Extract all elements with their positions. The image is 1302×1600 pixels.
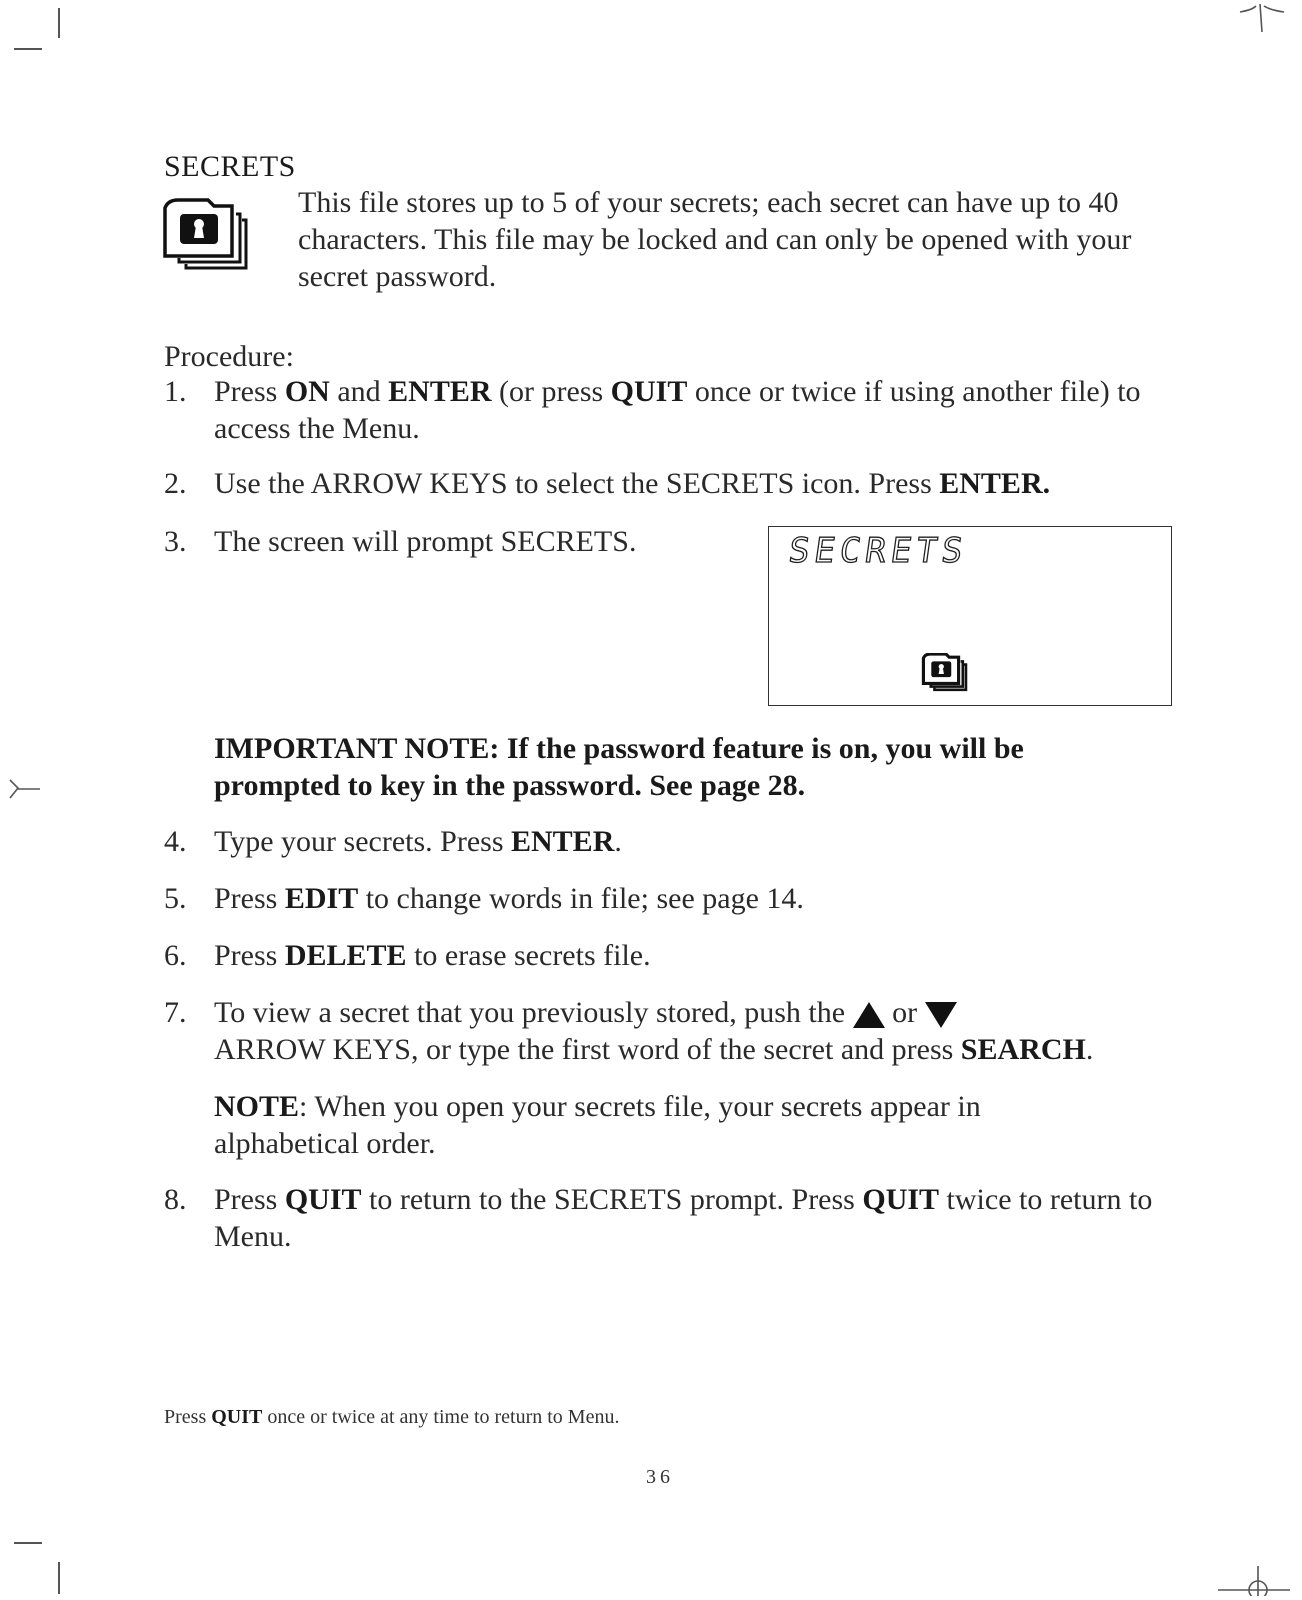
crop-mark <box>14 1542 42 1544</box>
step-item <box>164 523 724 563</box>
step-text: Type your secrets. Press ENTER. <box>214 825 622 858</box>
step-number: 3. <box>164 525 187 558</box>
step-item <box>164 880 1164 920</box>
step-number: 7. <box>164 996 187 1029</box>
down-arrow-icon <box>925 1002 957 1028</box>
registration-mark-icon <box>1238 4 1286 34</box>
lcd-screen <box>768 526 1172 706</box>
secrets-file-icon <box>162 198 254 278</box>
crop-mark <box>58 8 60 38</box>
step-item <box>164 994 1174 1074</box>
step-item <box>164 465 1164 505</box>
step-text: Press QUIT to return to the SECRETS prompt. Press QUIT twice to return to Menu. <box>214 1183 1153 1253</box>
step-text: To view a secret that you previously stored, push the or ARROW KEYS, or type the first word of the secret and press SEARCH. <box>214 996 1094 1066</box>
important-note: IMPORTANT NOTE: If the password feature is on, you will be prompted to key in the password. See page 28. <box>214 732 1024 802</box>
step-item <box>164 937 1164 977</box>
step-text: Use the ARROW KEYS to select the SECRETS icon. Press ENTER. <box>214 467 1051 500</box>
step-item <box>164 1181 1164 1261</box>
step-text: The screen will prompt SECRETS. <box>214 525 637 558</box>
footer-note: Press QUIT once or twice at any time to return to Menu. <box>164 1406 620 1428</box>
secrets-file-icon <box>921 653 971 695</box>
step-item <box>164 373 1164 453</box>
note-text: : When you open your secrets file, your secrets appear in alphabetical order. <box>214 1090 981 1160</box>
page-number: 36 <box>646 1466 674 1488</box>
procedure-label: Procedure: <box>164 340 294 373</box>
step-number: 5. <box>164 882 187 915</box>
step-number: 2. <box>164 467 187 500</box>
registration-mark-icon <box>1214 1560 1294 1596</box>
crop-mark <box>58 1562 60 1594</box>
crop-mark <box>14 48 42 50</box>
step-item <box>164 823 1164 863</box>
step-text: Press EDIT to change words in file; see page 14. <box>214 882 804 915</box>
intro-paragraph: This file stores up to 5 of your secrets; each secret can have up to 40 characters. This file may be locked and can only be opened with your secret password. <box>298 186 1132 293</box>
registration-mark-icon <box>2 776 42 806</box>
note-label: NOTE <box>214 1090 300 1123</box>
step-text: Press DELETE to erase secrets file. <box>214 939 651 972</box>
step-number: 4. <box>164 825 187 858</box>
lcd-title: SECRETS <box>786 531 971 571</box>
step-number: 6. <box>164 939 187 972</box>
step-number: 1. <box>164 375 187 408</box>
step-number: 8. <box>164 1183 187 1216</box>
section-heading: SECRETS <box>164 150 296 183</box>
up-arrow-icon <box>853 1002 885 1028</box>
note-paragraph <box>214 1088 1094 1162</box>
step-text: Press ON and ENTER (or press QUIT once or twice if using another file) to access the Menu. <box>214 375 1141 445</box>
